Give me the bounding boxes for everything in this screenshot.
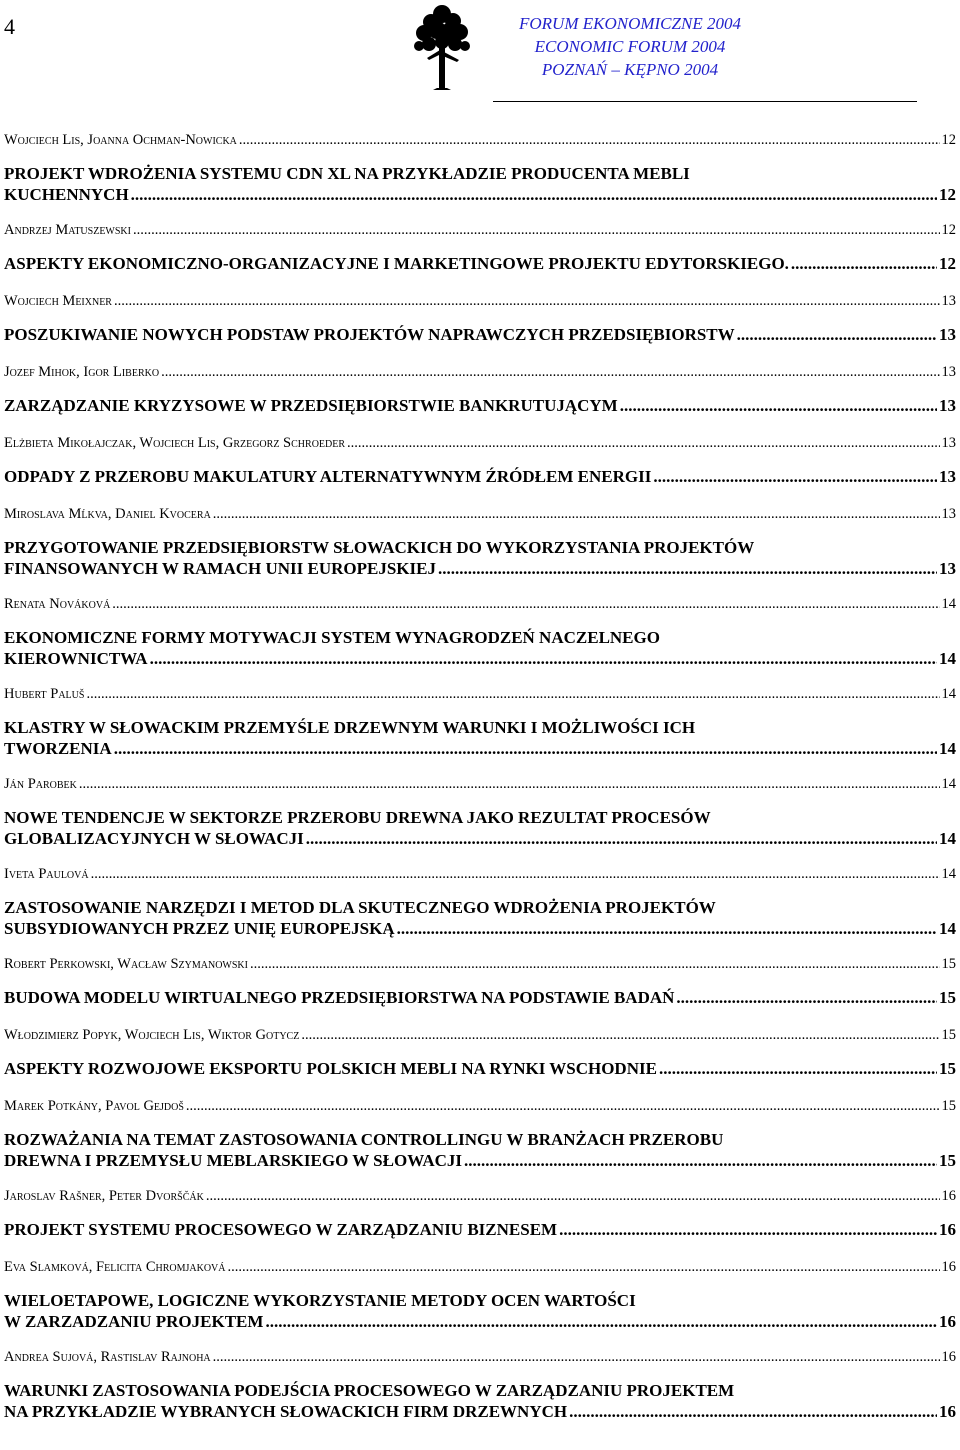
toc-title-text: NA PRZYKŁADZIE WYBRANYCH SŁOWACKICH FIRM DRZEWNYCH xyxy=(4,1402,568,1421)
toc-title-text: WIELOETAPOWE, LOGICZNE WYKORZYSTANIE METODY OCEN WARTOŚCI xyxy=(4,1291,636,1310)
toc-title-text: PROJEKT SYSTEMU PROCESOWEGO W ZARZĄDZANIU BIZNESEM xyxy=(4,1220,558,1239)
toc-title-text: NOWE TENDENCJE W SEKTORZE PRZEROBU DREWNA JAKO REZULTAT PROCESÓW xyxy=(4,808,711,827)
toc-author-entry[interactable] xyxy=(4,129,956,163)
dot-leader xyxy=(91,863,940,885)
toc-author-entry[interactable] xyxy=(4,1346,956,1380)
dot-leader xyxy=(150,648,937,669)
toc-title-entry[interactable] xyxy=(4,897,956,953)
dot-leader xyxy=(114,290,940,312)
toc-title-text: ASPEKTY ROZWOJOWE EKSPORTU POLSKICH MEBLI NA RYNKI WSCHODNIE xyxy=(4,1059,657,1078)
tree-logo-icon xyxy=(407,2,477,90)
toc-page-number: 15 xyxy=(939,1059,956,1078)
toc-author-names: Elżbieta Mikołajczak, Wojciech Lis, Grzegorz Schroeder xyxy=(4,435,346,451)
toc-page-number: 13 xyxy=(941,364,956,380)
toc-title-entry[interactable] xyxy=(4,253,956,290)
toc-title-text: ODPADY Z PRZEROBU MAKULATURY ALTERNATYWNYM ŹRÓDŁEM ENERGII xyxy=(4,467,652,486)
toc-author-entry[interactable] xyxy=(4,953,956,987)
toc-page-number: 16 xyxy=(941,1349,956,1365)
dot-leader xyxy=(306,828,937,849)
header-line-3: POZNAŃ – KĘPNO 2004 xyxy=(541,60,719,79)
toc-title-text: POSZUKIWANIE NOWYCH PODSTAW PROJEKTÓW NAPRAWCZYCH PRZEDSIĘBIORSTW xyxy=(4,325,735,344)
toc-author-names: Eva Slamková, Felicita Chromjaková xyxy=(4,1259,226,1275)
dot-leader xyxy=(86,683,939,705)
toc-page-number: 12 xyxy=(939,254,956,273)
toc-page-number: 14 xyxy=(939,739,956,758)
toc-title-entry[interactable] xyxy=(4,395,956,432)
toc-page-number: 14 xyxy=(941,686,956,702)
toc-page-number: 14 xyxy=(939,919,956,938)
header-line-1: FORUM EKONOMICZNE 2004 xyxy=(519,14,741,33)
toc-author-entry[interactable] xyxy=(4,683,956,717)
toc-page-number: 12 xyxy=(941,132,956,148)
toc-title-entry[interactable] xyxy=(4,1219,956,1256)
toc-page-number: 12 xyxy=(939,185,956,204)
toc-author-names: Iveta Paulová xyxy=(4,866,89,882)
dot-leader xyxy=(397,918,937,939)
toc-title-text: ROZWAŻANIA NA TEMAT ZASTOSOWANIA CONTROLLINGU W BRANŻACH PRZEROBU xyxy=(4,1130,724,1149)
toc-page-number: 13 xyxy=(939,559,956,578)
toc-title-entry[interactable] xyxy=(4,163,956,219)
toc-page-number: 15 xyxy=(941,1027,956,1043)
toc-author-entry[interactable] xyxy=(4,432,956,466)
toc-page-number: 13 xyxy=(939,467,956,486)
toc-author-names: Renata Nováková xyxy=(4,596,111,612)
toc-page-number: 13 xyxy=(939,325,956,344)
toc-author-names: Włodzimierz Popyk, Wojciech Lis, Wiktor Gotycz xyxy=(4,1027,300,1043)
toc-page-number: 13 xyxy=(941,293,956,309)
toc-title-entry[interactable] xyxy=(4,717,956,773)
dot-leader xyxy=(133,219,940,241)
conference-header xyxy=(480,12,780,81)
toc-title-text: W ZARZADZANIU PROJEKTEM xyxy=(4,1312,264,1331)
toc-page-number: 16 xyxy=(939,1312,956,1331)
dot-leader xyxy=(559,1219,937,1240)
toc-title-text: SUBSYDIOWANYCH PRZEZ UNIĘ EUROPEJSKĄ xyxy=(4,919,395,938)
toc-title-text: DREWNA I PRZEMYSŁU MEBLARSKIEGO W SŁOWACJI xyxy=(4,1151,462,1170)
toc-page-number: 14 xyxy=(941,596,956,612)
toc-author-names: Jozef Mihok, Igor Liberko xyxy=(4,364,160,380)
toc-title-text: KIEROWNICTWA xyxy=(4,649,148,668)
toc-author-names: Jaroslav Rašner, Peter Dvorščák xyxy=(4,1188,204,1204)
toc-page-number: 16 xyxy=(941,1259,956,1275)
dot-leader xyxy=(737,324,937,345)
toc-author-entry[interactable] xyxy=(4,863,956,897)
toc-page-number: 16 xyxy=(941,1188,956,1204)
dot-leader xyxy=(114,738,937,759)
toc-author-names: Ján Parobek xyxy=(4,776,77,792)
toc-author-entry[interactable] xyxy=(4,1256,956,1290)
toc-page-number: 15 xyxy=(941,956,956,972)
toc-title-text: GLOBALIZACYJNYCH W SŁOWACJI xyxy=(4,829,304,848)
dot-leader xyxy=(620,395,937,416)
dot-leader xyxy=(464,1150,937,1171)
toc-author-names: Andrea Sujová, Rastislav Rajnoha xyxy=(4,1349,211,1365)
dot-leader xyxy=(112,593,939,615)
dot-leader xyxy=(659,1058,937,1079)
toc-title-text: PRZYGOTOWANIE PRZEDSIĘBIORSTW SŁOWACKICH DO WYKORZYSTANIA PROJEKTÓW xyxy=(4,538,755,557)
toc-author-entry[interactable] xyxy=(4,773,956,807)
toc-page-number: 13 xyxy=(941,506,956,522)
toc-title-entry[interactable] xyxy=(4,1129,956,1185)
toc-page-number: 15 xyxy=(941,1098,956,1114)
toc-title-text: ASPEKTY EKONOMICZNO-ORGANIZACYJNE I MARKETINGOWE PROJEKTU EDYTORSKIEGO. xyxy=(4,254,789,273)
toc-author-entry[interactable] xyxy=(4,290,956,324)
dot-leader xyxy=(186,1095,940,1117)
toc-title-entry[interactable] xyxy=(4,1290,956,1346)
toc-page-number: 14 xyxy=(941,776,956,792)
dot-leader xyxy=(206,1185,940,1207)
toc-page-number: 16 xyxy=(939,1402,956,1421)
toc-title-text: BUDOWA MODELU WIRTUALNEGO PRZEDSIĘBIORSTWA NA PODSTAWIE BADAŃ xyxy=(4,988,675,1007)
page-number: 4 xyxy=(4,14,15,39)
toc-author-entry[interactable] xyxy=(4,1185,956,1219)
dot-leader xyxy=(347,432,939,454)
toc-title-entry[interactable] xyxy=(4,537,956,593)
toc-title-entry[interactable] xyxy=(4,807,956,863)
header-divider xyxy=(493,101,917,102)
toc-title-entry[interactable] xyxy=(4,466,956,503)
dot-leader xyxy=(569,1401,937,1422)
dot-leader xyxy=(239,129,940,151)
toc-page-number: 13 xyxy=(941,435,956,451)
dot-leader xyxy=(301,1024,939,1046)
toc-author-names: Hubert Paluš xyxy=(4,686,85,702)
toc-title-text: ZASTOSOWANIE NARZĘDZI I METOD DLA SKUTECZNEGO WDROŻENIA PROJEKTÓW xyxy=(4,898,716,917)
toc-title-text: KLASTRY W SŁOWACKIM PRZEMYŚLE DRZEWNYM WARUNKI I MOŻLIWOŚCI ICH xyxy=(4,718,696,737)
toc-title-text: PROJEKT WDROŻENIA SYSTEMU CDN XL NA PRZYKŁADZIE PRODUCENTA MEBLI xyxy=(4,164,690,183)
toc-author-entry[interactable] xyxy=(4,361,956,395)
toc-author-names: Andrzej Matuszewski xyxy=(4,222,131,238)
header-line-2: ECONOMIC FORUM 2004 xyxy=(534,37,726,56)
dot-leader xyxy=(791,253,937,274)
toc-author-entry[interactable] xyxy=(4,1095,956,1129)
toc-page-number: 14 xyxy=(941,866,956,882)
dot-leader xyxy=(131,184,937,205)
toc-title-text: KUCHENNYCH xyxy=(4,185,129,204)
table-of-contents xyxy=(4,129,956,1436)
toc-author-entry[interactable] xyxy=(4,219,956,253)
toc-title-entry[interactable] xyxy=(4,324,956,361)
toc-page-number: 14 xyxy=(939,829,956,848)
dot-leader xyxy=(213,503,940,525)
dot-leader xyxy=(676,987,937,1008)
dot-leader xyxy=(213,1346,940,1368)
toc-author-names: Wojciech Meixner xyxy=(4,293,112,309)
toc-page-number: 14 xyxy=(939,649,956,668)
toc-author-names: Wojciech Lis, Joanna Ochman-Nowicka xyxy=(4,132,237,148)
toc-author-entry[interactable] xyxy=(4,503,956,537)
toc-page-number: 15 xyxy=(939,988,956,1007)
dot-leader xyxy=(265,1311,937,1332)
dot-leader xyxy=(79,773,940,795)
toc-title-text: TWORZENIA xyxy=(4,739,112,758)
toc-author-names: Marek Potkány, Pavol Gejdoš xyxy=(4,1098,184,1114)
toc-title-text: WARUNKI ZASTOSOWANIA PODEJŚCIA PROCESOWEGO W ZARZĄDZANIU PROJEKTEM xyxy=(4,1381,735,1400)
dot-leader xyxy=(228,1256,940,1278)
dot-leader xyxy=(653,466,937,487)
toc-author-names: Miroslava Mĺkva, Daniel Kvocera xyxy=(4,506,211,522)
dot-leader xyxy=(438,558,937,579)
toc-page-number: 13 xyxy=(939,396,956,415)
toc-author-names: Robert Perkowski, Wacław Szymanowski xyxy=(4,956,248,972)
toc-title-entry[interactable] xyxy=(4,987,956,1024)
toc-title-entry[interactable] xyxy=(4,1058,956,1095)
toc-title-entry[interactable] xyxy=(4,1380,956,1436)
toc-page-number: 15 xyxy=(939,1151,956,1170)
toc-author-entry[interactable] xyxy=(4,593,956,627)
dot-leader xyxy=(250,953,940,975)
toc-title-entry[interactable] xyxy=(4,627,956,683)
toc-title-text: EKONOMICZNE FORMY MOTYWACJI SYSTEM WYNAGRODZEŃ NACZELNEGO xyxy=(4,628,660,647)
toc-title-text: ZARZĄDZANIE KRYZYSOWE W PRZEDSIĘBIORSTWIE BANKRUTUJĄCYM xyxy=(4,396,618,415)
toc-author-entry[interactable] xyxy=(4,1024,956,1058)
toc-title-text: FINANSOWANYCH W RAMACH UNII EUROPEJSKIEJ xyxy=(4,559,436,578)
toc-page-number: 16 xyxy=(939,1220,956,1239)
dot-leader xyxy=(161,361,939,383)
toc-page-number: 12 xyxy=(941,222,956,238)
